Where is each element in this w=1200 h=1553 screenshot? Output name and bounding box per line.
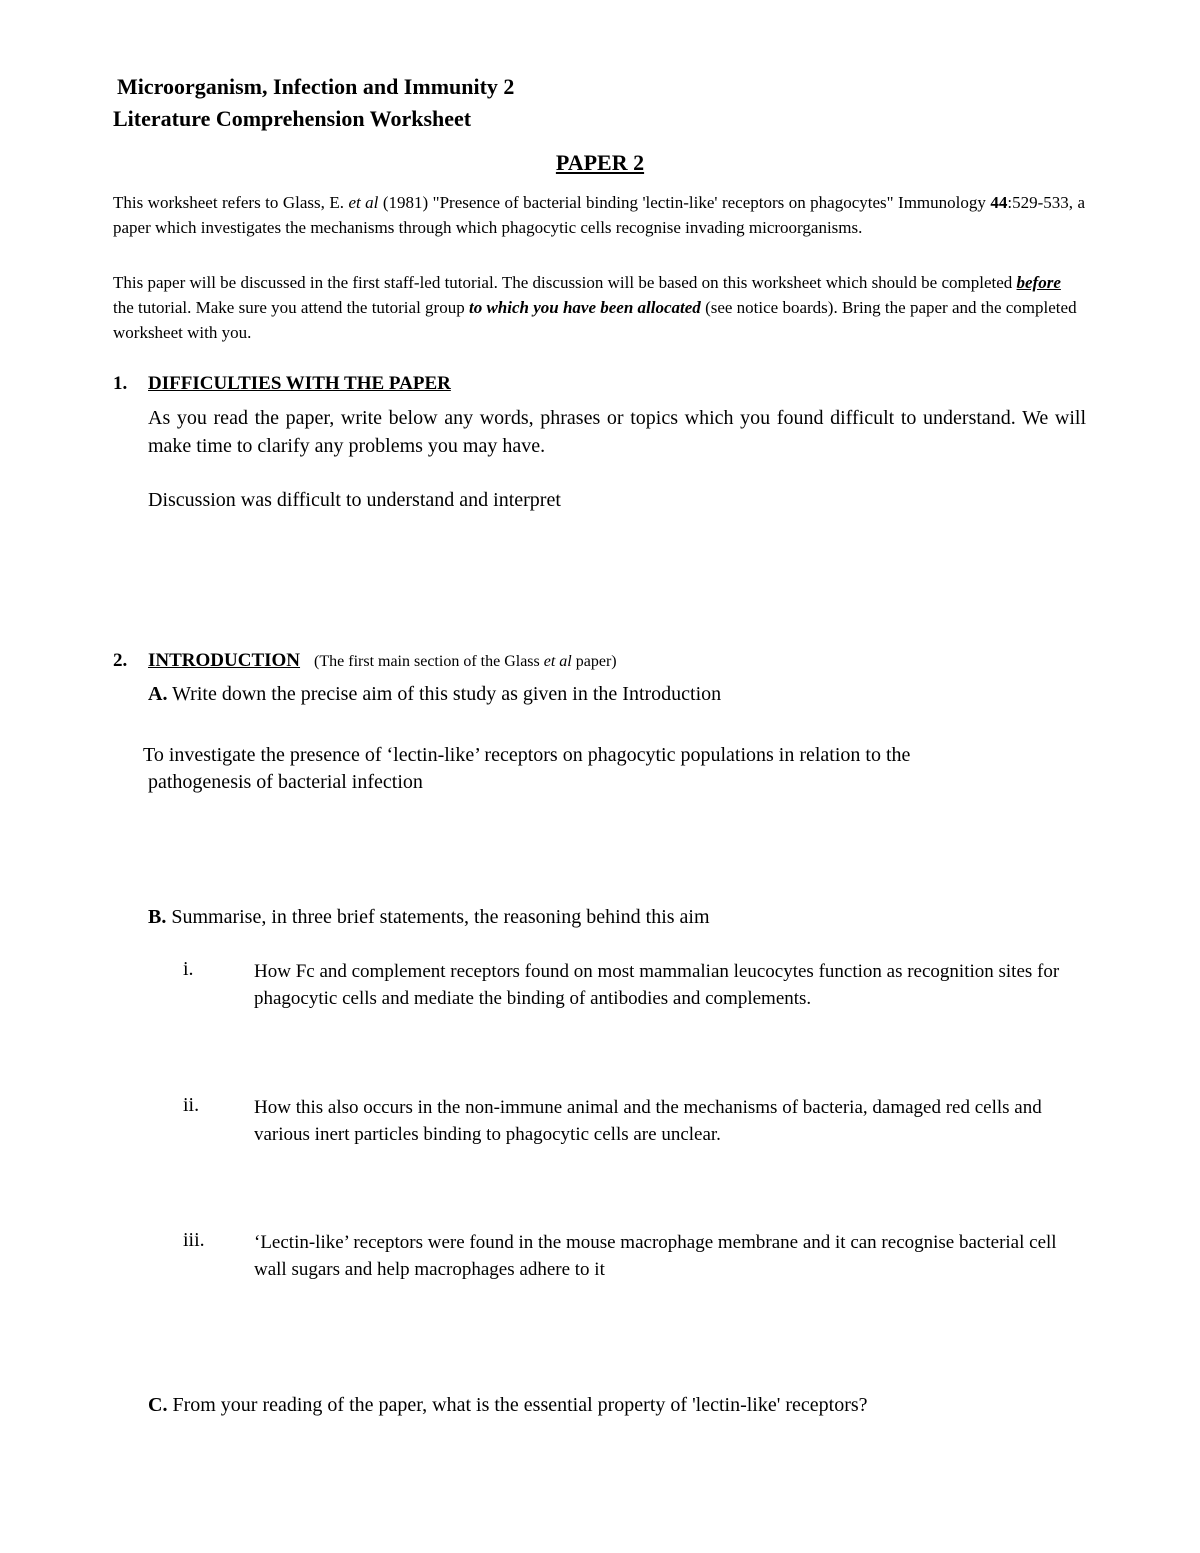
reason-2-numeral: ii. (183, 1094, 200, 1116)
paper-heading: PAPER 2 (555, 150, 645, 175)
section-2-title: INTRODUCTION (148, 650, 301, 671)
answer-a-line-1: To investigate the presence of ‘lectin-like’ receptors on phagocytic populations in relation to the (143, 744, 911, 766)
emphasis-before: before (1016, 273, 1061, 292)
section-2-note: (The first main section of the Glass et al paper) (314, 653, 617, 670)
section-2-heading (148, 650, 617, 672)
section-1-instruction: As you read the paper, write below any words, phrases or topics which you found difficult to understand. We will make time to clarify any problems you may have. (148, 407, 1086, 457)
course-title: Microorganism, Infection and Immunity 2 (117, 74, 515, 99)
intro-paragraph-reference: This worksheet refers to Glass, E. et al (1981) "Presence of bacterial binding 'lectin-like' receptors on phagocytes" Immunology 44:529-533, a paper which investigates the mechanisms through which phagocytic cells recognise invading microorganisms. (113, 193, 1085, 237)
section-2-number: 2. (113, 650, 128, 671)
reason-1-numeral: i. (183, 958, 194, 980)
section-1-answer: Discussion was difficult to understand and interpret (148, 489, 561, 511)
emphasis-allocated: to which you have been allocated (468, 298, 701, 317)
reason-3-numeral: iii. (183, 1229, 205, 1251)
worksheet-title: Literature Comprehension Worksheet (113, 106, 472, 131)
section-1-title: DIFFICULTIES WITH THE PAPER (148, 373, 451, 394)
intro-paragraph-tutorial: This paper will be discussed in the first staff-led tutorial. The discussion will be based on this worksheet which should be completed before the tutorial. Make sure you attend the tutorial group to which you have been allocated (see notice boards). Bring the paper and the completed worksheet with you. (113, 273, 1077, 342)
reason-2-text: How this also occurs in the non-immune animal and the mechanisms of bacteria, damaged red cells and various inert particles binding to phagocytic cells are unclear. (254, 1097, 1042, 1145)
answer-a-line-2: pathogenesis of bacterial infection (148, 771, 423, 793)
reason-1-text: How Fc and complement receptors found on most mammalian leucocytes function as recognition sites for phagocytic cells and mediate the binding of antibodies and complements. (254, 961, 1060, 1009)
question-c: C. From your reading of the paper, what is the essential property of 'lectin-like' receptors? (148, 1394, 868, 1416)
question-b: B. Summarise, in three brief statements, the reasoning behind this aim (148, 906, 710, 928)
question-a: A. Write down the precise aim of this study as given in the Introduction (148, 683, 722, 705)
reason-3-text: ‘Lectin-like’ receptors were found in the mouse macrophage membrane and it can recognise bacterial cell wall sugars and help macrophages adhere to it (254, 1232, 1057, 1280)
section-1-number: 1. (113, 373, 128, 394)
